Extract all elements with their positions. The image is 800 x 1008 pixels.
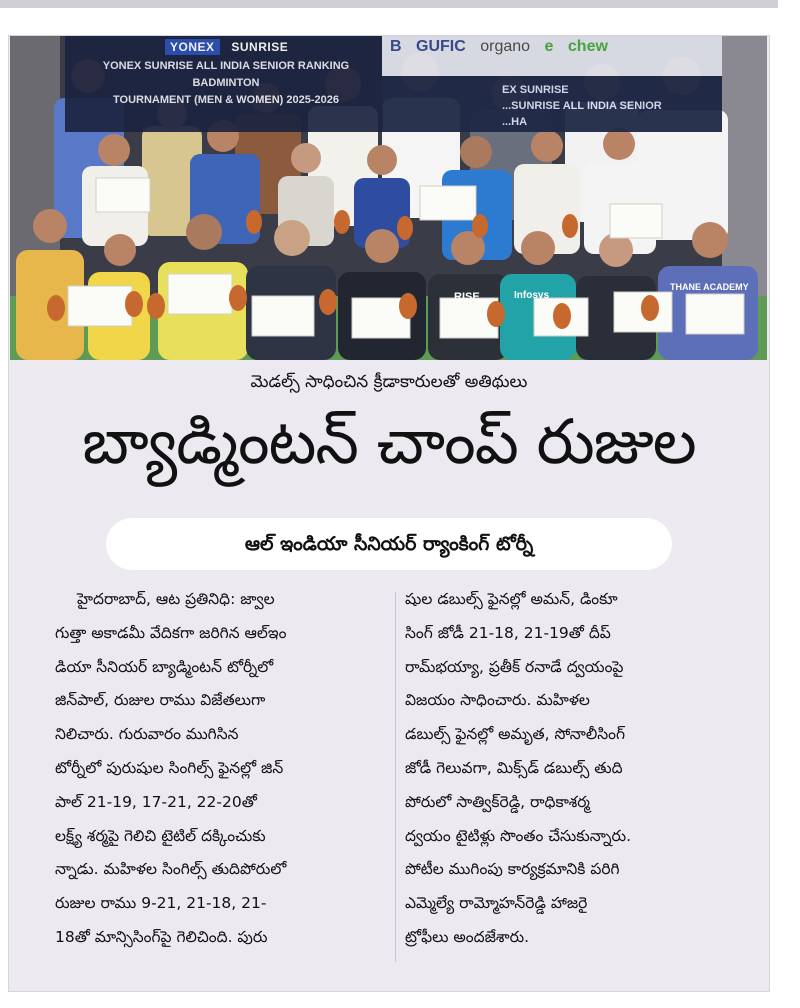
banner-left-logos [165, 40, 288, 54]
headline: బ్యాడ్మింటన్ చాంప్ రుజుల [82, 405, 696, 478]
body-line: ట్రోఫీలు అందజేశారు. [405, 927, 530, 946]
banner-right-line-3: ...HA [502, 116, 528, 128]
sponsor-logo-3: organo [480, 38, 531, 55]
body-line: పోటీల ముగింపు కార్యక్రమానికి పరిగి [405, 860, 620, 879]
body-line: ఎమ్మెల్యే రామ్మోహన్‌రెడ్డి హాజరై [405, 894, 588, 913]
body-line: జోడీ గెలువగా, మిక్స్‌డ్ డబుల్స్ తుది [405, 758, 623, 777]
banner-left-line-2: TOURNAMENT (MEN & WOMEN) 2025-2026 [113, 94, 339, 106]
body-line: రామ్‌భయ్యా, ప్రతీక్ రనాడే ద్వయంపై [405, 657, 624, 676]
banner-right-logos [390, 38, 618, 56]
page-top-rule [0, 0, 778, 8]
body-line: రుజుల రాము 9-21, 21-18, 21- [55, 894, 267, 913]
banner-right-inner [382, 76, 722, 132]
body-line: నిలిచారు. గురువారం ముగిసిన [55, 725, 239, 744]
body-line: లక్ష్య్ శర్మపై గెలిచి టైటిల్ దక్కించుకు [55, 826, 266, 845]
body-line: టోర్నీలో పురుషుల సింగిల్స్ ఫైనల్లో జిన్ [55, 758, 284, 777]
news-photo [10, 36, 767, 360]
body-line: పాల్ 21-19, 17-21, 22-20తో [55, 792, 257, 811]
banner-left-text [71, 58, 381, 109]
body-line: పోరులో సాత్విక్‌రెడ్డి, రాధికాశర్మ [405, 792, 590, 811]
sponsor-logo-1: B [390, 38, 402, 55]
body-line: షుల డబుల్స్ ఫైనల్లో అమన్, డింకూ [405, 590, 618, 608]
banner-right [382, 36, 722, 132]
jersey-text-3: THANE ACADEMY [670, 282, 749, 292]
article-column-2 [405, 590, 737, 962]
body-line: ద్వయం టైటిళ్లు సొంతం చేసుకున్నారు. [405, 826, 631, 845]
body-line: డబుల్స్ ఫైనల్లో అమృత, సోనాలీసింగ్ [405, 725, 625, 744]
banner-left-line-1: YONEX SUNRISE ALL INDIA SENIOR RANKING BADMINTON [102, 60, 350, 89]
body-line: హైదరాబాద్, ఆట ప్రతినిధి: జ్వాల [77, 590, 275, 608]
body-line: 18తో మాన్సిసింగ్‌పై గెలిచింది. పురు [55, 927, 268, 946]
body-line: న్నాడు. మహిళల సింగిల్స్ తుదిపోరులో [55, 860, 287, 879]
banner-right-text [502, 82, 662, 130]
body-line: గుత్తా అకాడమీ వేదికగా జరిగిన ఆల్ఇం [55, 623, 287, 642]
banner-right-line-1: EX SUNRISE [502, 84, 569, 96]
article-column-1 [55, 590, 387, 962]
banner-left [65, 36, 383, 132]
sponsor-logo-2: GUFIC [416, 38, 466, 55]
sponsor-logo-5: chew [567, 38, 608, 55]
body-line: డియా సీనియర్ బ్యాడ్మింటన్ టోర్నీలో [55, 657, 274, 676]
jersey-text-1: RISE [454, 291, 480, 303]
yonex-logo: YONEX [165, 39, 220, 55]
deck-pill: ఆల్ ఇండియా సీనియర్ ర్యాంకింగ్ టోర్నీ [106, 518, 672, 570]
sunrise-logo: SUNRISE [231, 40, 289, 54]
column-divider [395, 592, 396, 962]
photo-caption: మెడల్స్ సాధించిన క్రీడాకారులతో అతిథులు [250, 372, 528, 392]
body-line: జిన్‌పాల్, రుజుల రాము విజేతలుగా [55, 691, 266, 710]
jersey-text-2: Infosys [514, 290, 550, 301]
sponsor-logo-4: e [544, 38, 554, 55]
banner-right-line-2: ...SUNRISE ALL INDIA SENIOR [502, 100, 662, 112]
body-line: విజయం సాధించారు. మహిళల [405, 691, 590, 710]
body-line: సింగ్ జోడీ 21-18, 21-19తో దీప్ [405, 623, 611, 642]
